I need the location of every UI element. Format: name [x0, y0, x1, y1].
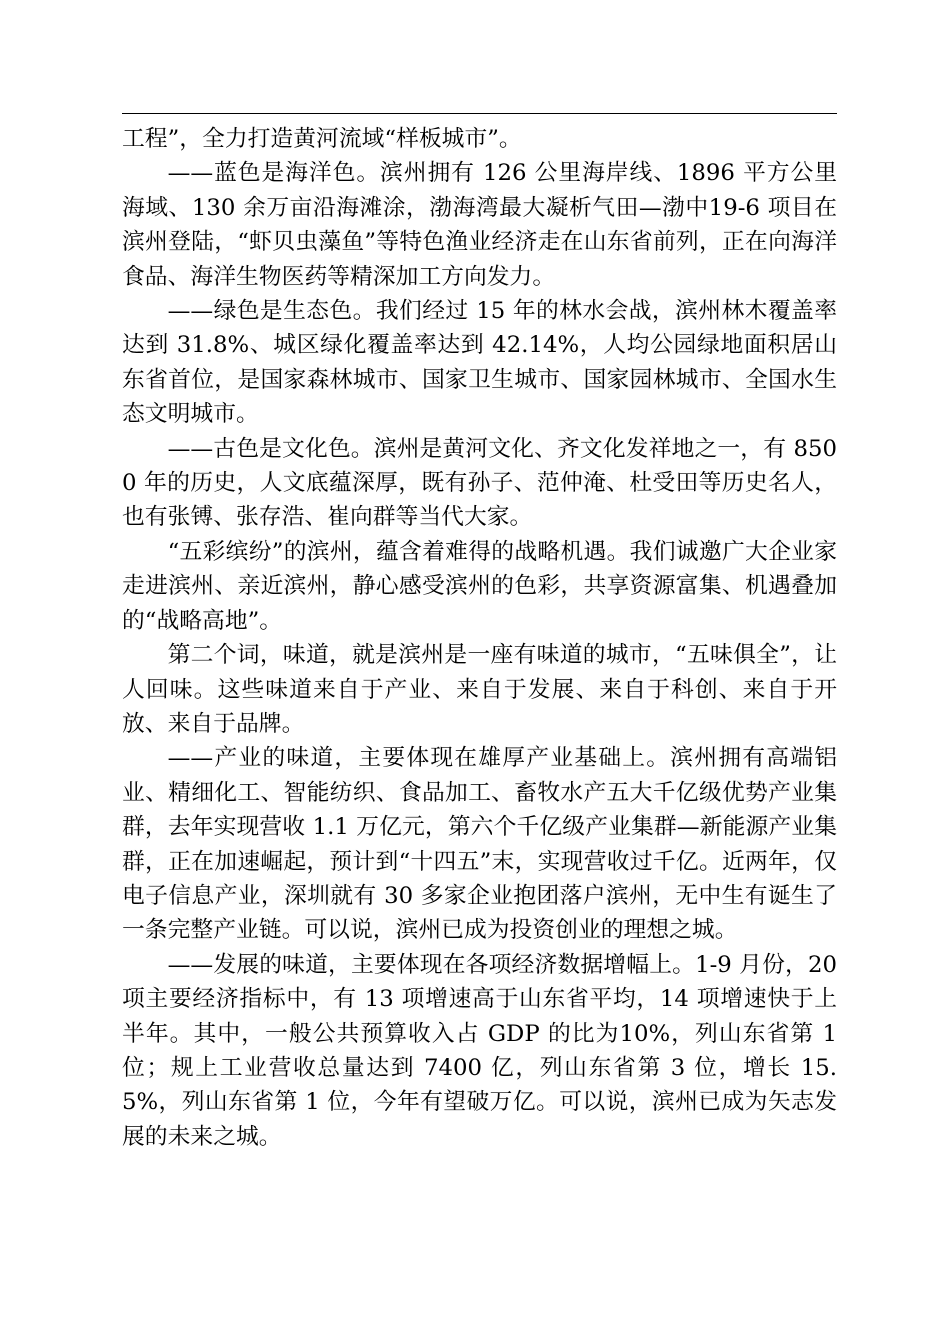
paragraph-blue-ocean: ——蓝色是海洋色。滨州拥有 126 公里海岸线、1896 平方公里海域、130 余万亩沿海滩涂，渤海湾最大凝析气田—渤中19-6 项目在滨州登陆，“虾贝虫藻鱼”等特色渔业经济走在山东省前列，正在向海洋食品、海洋生物医药等精深加工方向发力。 [122, 160, 837, 290]
paragraph-industry-flavor: ——产业的味道，主要体现在雄厚产业基础上。滨州拥有高端铝业、精细化工、智能纺织、食品加工、畜牧水产五大千亿级优势产业集群，去年实现营收 1.1 万亿元，第六个千亿级产业集群—新能源产业集群，正在加速崛起，预计到“十四五”末，实现营收过千亿。近两年，仅电子信息产业，深圳就有 30 多家企业抱团落户滨州，无中生有诞生了一条完整产业链。可以说，滨州已成为投资创业的理想之城。 [122, 745, 837, 944]
paragraph-ancient-culture: ——古色是文化色。滨州是黄河文化、齐文化发祥地之一，有 8500 年的历史，人文底蕴深厚，既有孙子、范仲淹、杜受田等历史名人，也有张镈、张存浩、崔向群等当代大家。 [122, 435, 837, 531]
paragraph-continuation: 工程”，全力打造黄河流域“样板城市”。 [122, 126, 522, 152]
header-rule [122, 113, 837, 114]
paragraph-five-colors: “五彩缤纷”的滨州，蕴含着难得的战略机遇。我们诚邀广大企业家走进滨州、亲近滨州，静心感受滨州的色彩，共享资源富集、机遇叠加的“战略高地”。 [122, 538, 837, 634]
document-body [122, 122, 837, 1154]
paragraph-green-ecology: ——绿色是生态色。我们经过 15 年的林水会战，滨州林木覆盖率达到 31.8%、城区绿化覆盖率达到 42.14%，人均公园绿地面积居山东省首位，是国家森林城市、国家卫生城市、国家园林城市、全国水生态文明城市。 [122, 298, 837, 428]
paragraph-development-flavor: ——发展的味道，主要体现在各项经济数据增幅上。1-9 月份，20 项主要经济指标中，有 13 项增速高于山东省平均，14 项增速快于上半年。其中，一般公共预算收入占 GDP 的比为10%，列山东省第 1 位；规上工业营收总量达到 7400 亿，列山东省第 3 位，增长 15.5%，列山东省第 1 位，今年有望破万亿。可以说，滨州已成为矢志发展的未来之城。 [122, 951, 837, 1150]
paragraph-second-word-flavor: 第二个词，味道，就是滨州是一座有味道的城市，“五味俱全”，让人回味。这些味道来自于产业、来自于发展、来自于科创、来自于开放、来自于品牌。 [122, 642, 837, 737]
